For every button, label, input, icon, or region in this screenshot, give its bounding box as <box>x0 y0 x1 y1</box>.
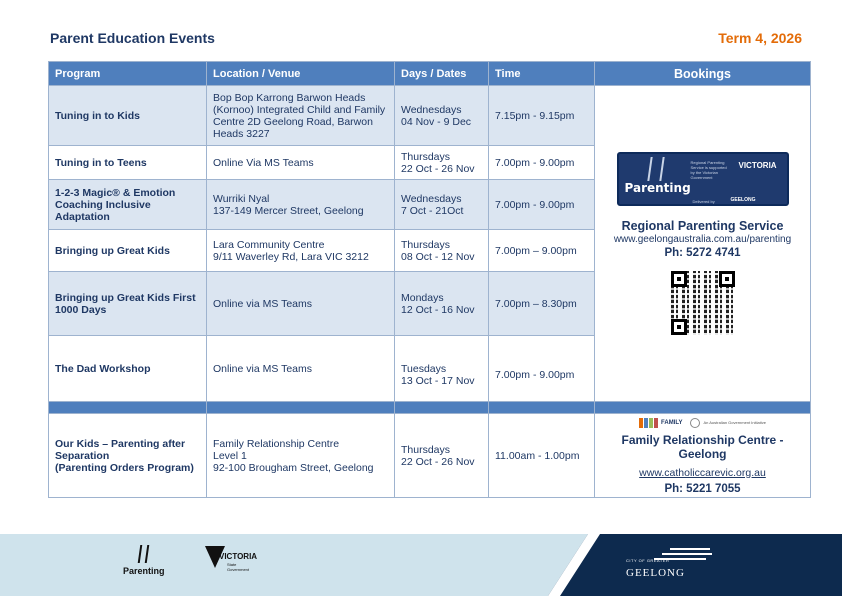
separator-row <box>49 402 811 414</box>
table-header-row <box>49 62 811 86</box>
days-text: Wednesdays <box>401 192 462 205</box>
separator-cell <box>207 402 395 414</box>
frc-url[interactable]: www.catholiccarevic.org.au <box>639 466 766 479</box>
program-cell <box>49 414 207 498</box>
rps-url[interactable]: www.geelongaustralia.com.au/parenting <box>613 234 792 245</box>
dates-cell <box>395 180 489 230</box>
time-cell: 7.00pm - 9.00pm <box>489 336 595 402</box>
location-line: 9/11 Waverley Rd, Lara VIC 3212 <box>213 250 369 263</box>
australian-government-logo <box>690 417 765 429</box>
location-line: 92-100 Brougham Street, Geelong <box>213 461 374 474</box>
table-row <box>49 414 811 498</box>
program-cell: Tuning in to Kids <box>49 86 207 146</box>
dates-text: 22 Oct - 26 Nov <box>401 455 475 468</box>
days-text: Tuesdays <box>401 362 447 375</box>
days-text: Mondays <box>401 291 444 304</box>
location-line: Lara Community Centre <box>213 238 325 251</box>
days-text: Wednesdays <box>401 103 462 116</box>
rps-phone: Ph: 5272 4741 <box>664 247 741 259</box>
footer-victoria-logo <box>205 546 258 576</box>
location-cell <box>207 180 395 230</box>
location-line: Wurriki Nyal <box>213 192 270 205</box>
logo-geelong-text: GEELONG <box>730 197 756 203</box>
dates-text: 7 Oct - 21Oct <box>401 204 464 217</box>
dates-text: 22 Oct - 26 Nov <box>401 162 475 175</box>
frc-name: Family Relationship Centre - Geelong <box>621 432 784 461</box>
dates-text: 12 Oct - 16 Nov <box>401 303 475 316</box>
time-cell: 7.00pm - 9.00pm <box>489 180 595 230</box>
qr-finder-icon <box>671 319 687 335</box>
time-cell: 7.00pm – 8.30pm <box>489 272 595 336</box>
family-relationships-logo <box>639 417 682 429</box>
location-line: Level 1 <box>213 449 247 462</box>
qr-finder-icon <box>671 271 687 287</box>
footer-parenting-logo <box>123 545 167 581</box>
time-cell: 7.00pm – 9.00pm <box>489 230 595 272</box>
geelong-wave-icon <box>670 548 710 550</box>
column-header-location: Location / Venue <box>207 62 395 86</box>
separator-cell <box>489 402 595 414</box>
footer-geelong-word: GEELONG <box>626 567 685 579</box>
program-cell: 1-2-3 Magic® & Emotion Coaching Inclusive Adaptation <box>49 180 207 230</box>
separator-cell <box>49 402 207 414</box>
footer-city-of: CITY OF GREATER <box>626 558 670 563</box>
program-line: (Parenting Orders Program) <box>55 461 194 474</box>
geelong-wave-icon <box>662 553 712 555</box>
location-cell: Online via MS Teams <box>207 336 395 402</box>
qr-finder-icon <box>719 271 735 287</box>
frc-phone: Ph: 5221 7055 <box>664 482 741 495</box>
logo-support-text: Regional Parenting Service is supported by the Victorian Government <box>690 160 727 180</box>
page-title: Parent Education Events <box>50 30 215 46</box>
gov-logo-text: An Australian Government Initiative <box>703 419 766 425</box>
column-header-dates: Days / Dates <box>395 62 489 86</box>
separator-cell <box>595 402 811 414</box>
column-header-time: Time <box>489 62 595 86</box>
column-header-bookings: Bookings <box>595 62 811 86</box>
location-cell: Online via MS Teams <box>207 272 395 336</box>
program-cell: Tuning in to Teens <box>49 146 207 180</box>
days-text: Thursdays <box>401 238 451 251</box>
location-cell <box>207 414 395 498</box>
events-table <box>48 61 811 498</box>
logo-parenting-word: Parenting <box>624 181 691 195</box>
table-row <box>49 86 811 146</box>
time-cell: 7.00pm - 9.00pm <box>489 146 595 180</box>
dates-text: 13 Oct - 17 Nov <box>401 374 475 387</box>
dates-text: 04 Nov - 9 Dec <box>401 115 472 128</box>
dates-cell <box>395 336 489 402</box>
program-cell: Bringing up Great Kids <box>49 230 207 272</box>
crest-icon <box>690 418 700 428</box>
bookings-cell-rps <box>595 86 811 402</box>
footer-geelong-logo <box>626 545 736 581</box>
dates-cell <box>395 146 489 180</box>
dates-cell <box>395 86 489 146</box>
days-text: Thursdays <box>401 443 451 456</box>
rps-name: Regional Parenting Service <box>621 219 784 233</box>
time-cell: 7.15pm - 9.15pm <box>489 86 595 146</box>
logo-delivered-text: Delivered by <box>692 199 715 204</box>
time-cell: 11.00am - 1.00pm <box>489 414 595 498</box>
family-logo-text: FAMILY <box>661 419 683 426</box>
dates-cell <box>395 272 489 336</box>
location-cell <box>207 230 395 272</box>
location-cell: Online Via MS Teams <box>207 146 395 180</box>
dates-text: 08 Oct - 12 Nov <box>401 250 475 263</box>
frc-logos <box>601 417 804 429</box>
regional-parenting-logo <box>617 152 789 206</box>
days-text: Thursdays <box>401 150 451 163</box>
column-header-program: Program <box>49 62 207 86</box>
dates-cell <box>395 230 489 272</box>
parenting-figure-icon <box>138 545 150 563</box>
logo-victoria-text: VICTORIA <box>738 161 777 170</box>
program-line: Our Kids – Parenting after Separation <box>55 437 186 462</box>
family-blocks-icon <box>639 418 658 428</box>
location-line: Family Relationship Centre <box>213 437 340 450</box>
program-cell: The Dad Workshop <box>49 336 207 402</box>
location-line: 137-149 Mercer Street, Geelong <box>213 204 364 217</box>
bookings-cell-frc <box>595 414 811 498</box>
qr-code-icon[interactable] <box>671 271 735 335</box>
term-label: Term 4, 2026 <box>718 30 802 46</box>
program-cell: Bringing up Great Kids First 1000 Days <box>49 272 207 336</box>
location-cell: Bop Bop Karrong Barwon Heads (Kornoo) Integrated Child and Family Centre 2D Geelong Road, Barwon Heads 3227 <box>207 86 395 146</box>
footer-victoria-word: VICTORIA <box>219 552 258 561</box>
dates-cell <box>395 414 489 498</box>
footer-victoria-sub: State Government <box>227 562 250 572</box>
footer-parenting-word: Parenting <box>123 566 165 576</box>
parenting-figure-icon <box>647 157 664 181</box>
separator-cell <box>395 402 489 414</box>
